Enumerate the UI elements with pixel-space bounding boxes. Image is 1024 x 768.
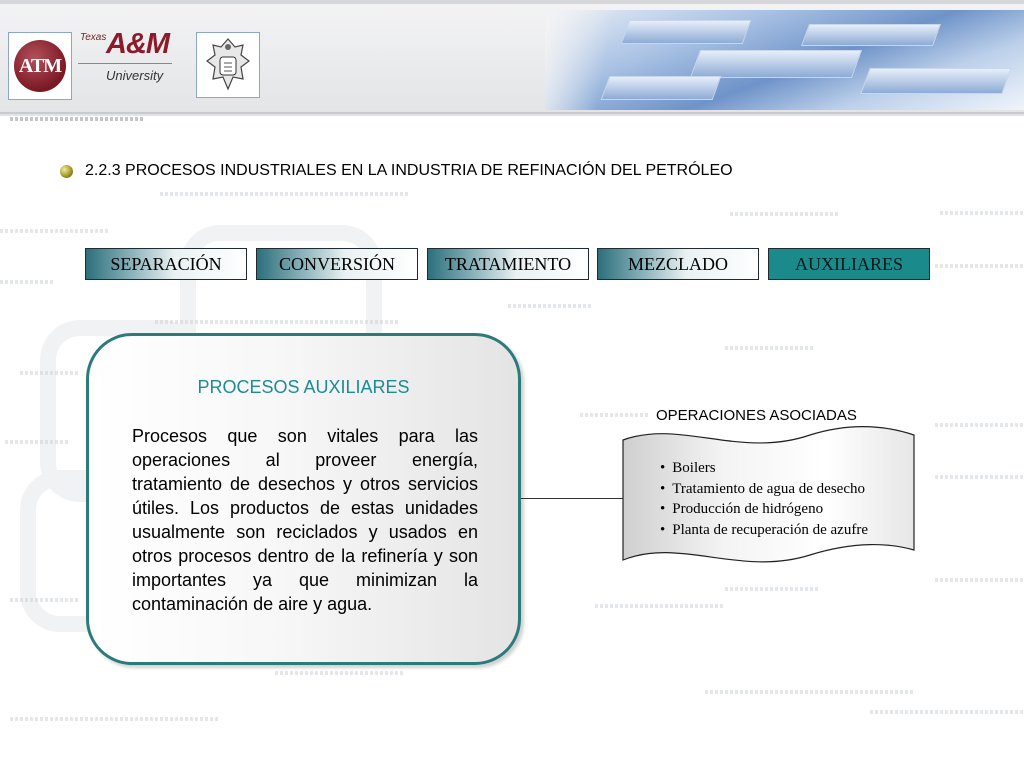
section-title-row xyxy=(60,162,733,180)
auxiliary-processes-card xyxy=(86,333,521,665)
tab-label: SEPARACIÓN xyxy=(110,253,222,274)
header-sub-text xyxy=(10,117,145,121)
list-item: • Planta de recuperación de azufre xyxy=(660,520,868,541)
tab-mezclado[interactable] xyxy=(597,248,759,280)
list-item: • Producción de hidrógeno xyxy=(660,499,868,520)
tab-separacion[interactable] xyxy=(85,248,247,280)
header-banner xyxy=(0,0,1024,116)
tab-label: TRATAMIENTO xyxy=(444,253,572,274)
crest-logo xyxy=(196,32,260,98)
tab-label: MEZCLADO xyxy=(628,253,728,274)
header-photo xyxy=(545,10,1024,110)
list-item: • Boilers xyxy=(660,458,868,479)
logo-texas-text: Texas xyxy=(80,32,107,43)
connector-line xyxy=(521,498,624,499)
crest-icon xyxy=(197,33,259,97)
section-title: 2.2.3 PROCESOS INDUSTRIALES EN LA INDUSTRIA DE REFINACIÓN DEL PETRÓLEO xyxy=(85,162,733,179)
header-divider xyxy=(0,112,1024,114)
texas-am-logo xyxy=(78,28,174,88)
atm-logo: ATM xyxy=(8,32,72,100)
card-body: Procesos que son vitales para las operaciones al proveer energía, tratamiento de desechos y otros servicios útiles. Los productos de estas unidades usualmente son reciclados y usados en otros procesos dentro de la refinería y son importantes ya que minimizan la contaminación de aire y agua. xyxy=(132,426,478,614)
operations-list xyxy=(660,458,868,540)
tab-conversion[interactable] xyxy=(256,248,418,280)
card-title: PROCESOS AUXILIARES xyxy=(197,377,410,397)
logo-am-text: A&M xyxy=(106,28,170,60)
operations-title: OPERACIONES ASOCIADAS xyxy=(656,407,857,424)
tab-auxiliares[interactable] xyxy=(768,248,930,280)
logo-university-text: University xyxy=(106,68,164,83)
bullet-icon xyxy=(60,165,73,178)
list-item: • Tratamiento de agua de desecho xyxy=(660,479,868,500)
tab-tratamiento[interactable] xyxy=(427,248,589,280)
tab-label: AUXILIARES xyxy=(795,253,903,274)
tab-label: CONVERSIÓN xyxy=(278,253,395,274)
